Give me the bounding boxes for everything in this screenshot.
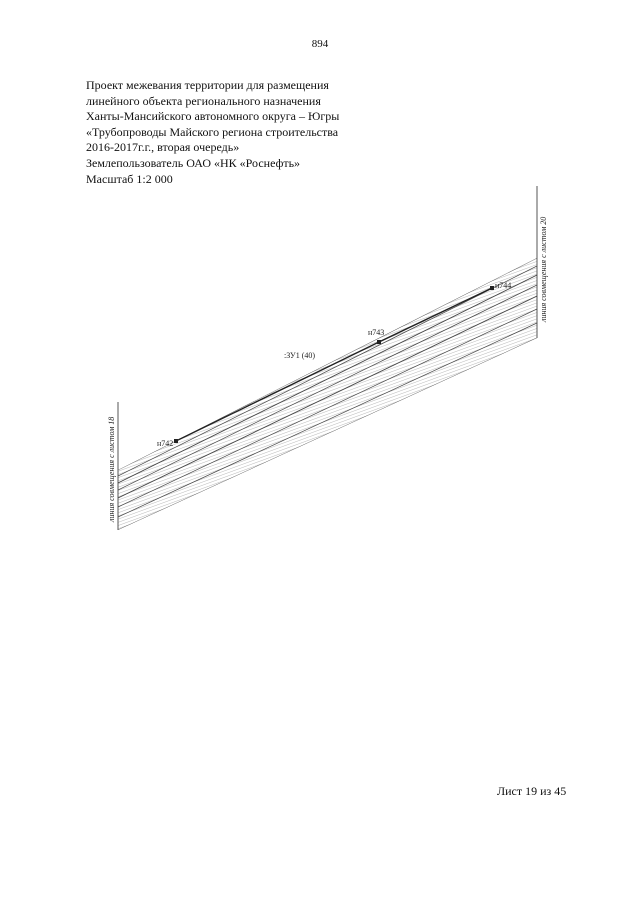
right-match-line-label: линия совмещения с листом 20 — [539, 216, 548, 322]
boundary-line — [118, 285, 537, 490]
sheet-number: Лист 19 из 45 — [497, 784, 567, 798]
title-line: 2016-2017г.г., вторая очередь» — [86, 140, 240, 155]
title-line: Проект межевания территории для размещения — [86, 78, 329, 92]
point-label-n744: н744 — [495, 281, 512, 290]
boundary-line — [118, 323, 537, 517]
boundary-line — [118, 309, 537, 507]
title-line: «Трубопроводы Майского региона строительства — [86, 124, 339, 139]
boundary-line — [118, 275, 537, 483]
point-marker-n744 — [490, 286, 494, 290]
parcel-label: :ЗУ1 (40) — [284, 351, 316, 360]
left-match-line-label: линия совмещения с листом 18 — [107, 416, 116, 522]
title-line: Ханты-Мансийского автономного округа – Югры — [86, 109, 340, 124]
point-marker-n743 — [377, 340, 381, 344]
hatched-area — [118, 258, 537, 530]
boundary-line — [118, 266, 537, 476]
point-label-n742: н742 — [157, 439, 174, 448]
title-line: линейного объекта регионального назначения — [86, 93, 321, 108]
landowner-line: Землепользователь ОАО «НК «Роснефть» — [86, 155, 301, 170]
boundary-line — [118, 296, 537, 498]
point-label-n743: н743 — [368, 328, 385, 337]
page-number: 894 — [311, 38, 329, 50]
point-marker-n742 — [174, 439, 178, 443]
scale-line: Масштаб 1:2 000 — [86, 171, 173, 186]
